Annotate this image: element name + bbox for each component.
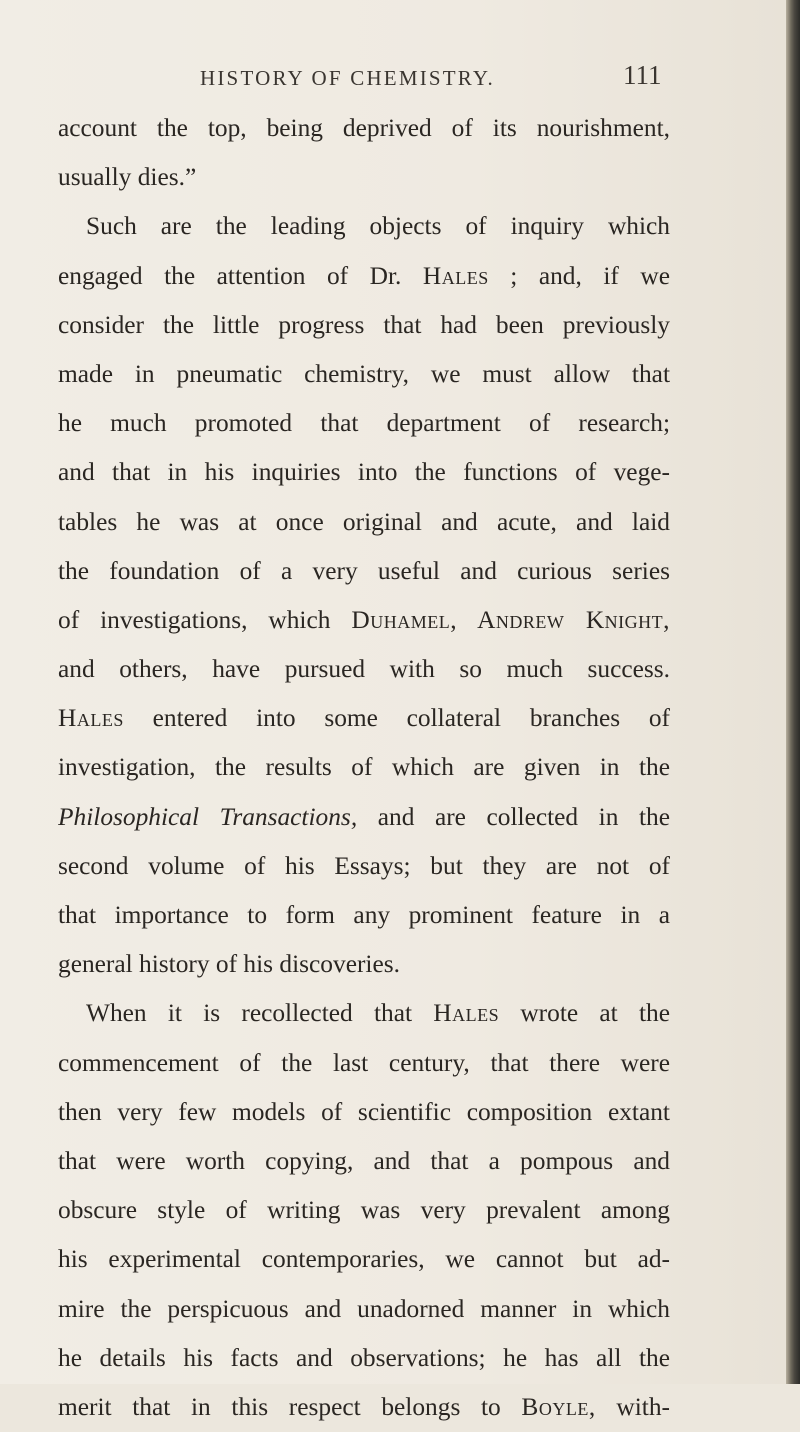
text-line: he details his facts and observations; he has all the: [58, 1343, 670, 1372]
text-line: general history of his discoveries.: [58, 950, 400, 979]
page-number: 111: [623, 60, 662, 90]
book-gutter-shadow: [786, 0, 800, 1384]
text-line: and that in his inquiries into the functions of vege-: [58, 458, 670, 487]
text-line: the foundation of a very useful and curious series: [58, 556, 670, 585]
name-hales: Hales: [422, 261, 489, 290]
text-line: his experimental contemporaries, we cannot but ad-: [58, 1245, 670, 1274]
text-line: of investigations, which Duhamel, Andrew Knight,: [58, 605, 670, 634]
title-philosophical-transactions: Philosophical Transactions,: [58, 802, 358, 831]
text-line: consider the little progress that had been previously: [58, 310, 670, 339]
text-line: tables he was at once original and acute, and laid: [58, 507, 670, 536]
text-line: that were worth copying, and that a pompous and: [58, 1146, 670, 1175]
text-line: second volume of his Essays; but they are not of: [58, 851, 670, 880]
name-hales: Hales: [58, 704, 124, 733]
name-hales: Hales: [433, 999, 500, 1028]
text-line: commencement of the last century, that there were: [58, 1048, 670, 1077]
text-line: that importance to form any prominent feature in a: [58, 901, 670, 929]
text-line: account the top, being deprived of its nourishment,: [58, 114, 670, 142]
text-line: he much promoted that department of research;: [58, 409, 670, 438]
text-line: Philosophical Transactions, and are collected in the: [58, 802, 670, 831]
name-boyle: Boyle,: [521, 1392, 596, 1421]
text-line: obscure style of writing was very prevalent among: [58, 1196, 670, 1225]
text-line: Such are the leading objects of inquiry which: [86, 212, 670, 241]
text-line: usually dies.”: [58, 163, 197, 192]
text-line: merit that in this respect belongs to Boyle, with-: [58, 1392, 670, 1421]
running-head: [0, 60, 786, 100]
text-line: Hales entered into some collateral branches of: [58, 704, 670, 733]
text-line: and others, have pursued with so much success.: [58, 655, 670, 684]
text-line: then very few models of scientific composition extant: [58, 1097, 670, 1126]
text-line: mire the perspicuous and unadorned manner in which: [58, 1294, 670, 1323]
text-line: engaged the attention of Dr. Hales ; and, if we: [58, 261, 670, 290]
text-line: When it is recollected that Hales wrote at the: [86, 999, 670, 1028]
text-line: made in pneumatic chemistry, we must allow that: [58, 359, 670, 388]
names-duhamel-knight: Duhamel, Andrew Knight,: [351, 605, 670, 634]
running-head-title: HISTORY OF CHEMISTRY.: [200, 66, 495, 90]
text-line: investigation, the results of which are given in the: [58, 753, 670, 782]
body-text: [58, 104, 670, 1432]
